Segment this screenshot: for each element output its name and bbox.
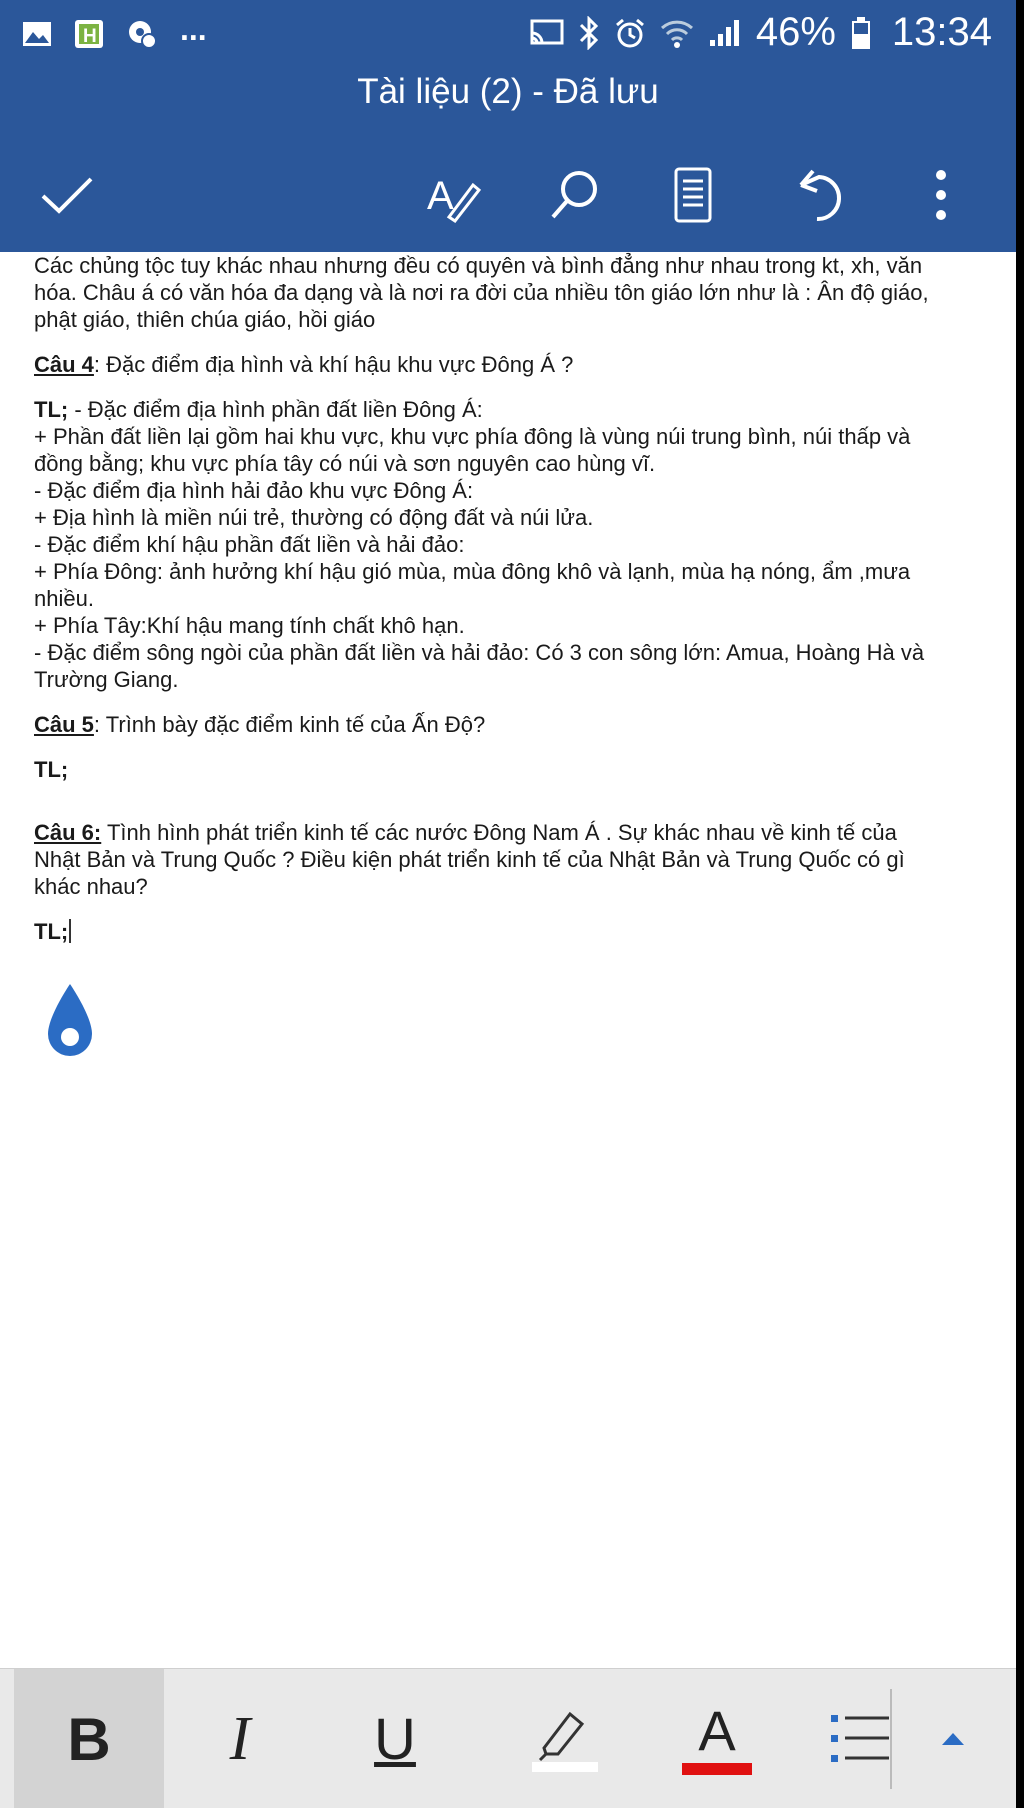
wifi-icon bbox=[660, 18, 694, 48]
status-bar bbox=[0, 0, 1016, 76]
clock: 13:34 bbox=[891, 10, 992, 54]
question-label: Câu 6: bbox=[34, 820, 102, 845]
answer-label: TL; bbox=[34, 757, 69, 782]
cast-icon bbox=[530, 19, 564, 47]
doc-line: - Đặc điểm sông ngòi của phần đất liền và hải đảo: Có 3 con sông lớn: Amua, Hoàng Hà và bbox=[34, 640, 925, 665]
edit-pen-button[interactable] bbox=[418, 160, 488, 230]
reading-view-button[interactable] bbox=[658, 160, 728, 230]
doc-line: + Phần đất liền lại gồm hai khu vực, khu vực phía đông là vùng núi trung bình, núi thấp và bbox=[34, 424, 911, 449]
question-5 bbox=[34, 711, 994, 738]
alarm-icon bbox=[614, 17, 646, 49]
question-label: Câu 4 bbox=[34, 352, 94, 377]
toolbar-divider bbox=[890, 1689, 892, 1789]
question-text: Tình hình phát triển kinh tế các nước Đông Nam Á . Sự khác nhau về kinh tế của bbox=[101, 820, 897, 845]
answer-4 bbox=[34, 396, 994, 423]
doc-line: Các chủng tộc tuy khác nhau nhưng đều có quyên và bình đẳng như nhau trong kt, xh, văn bbox=[34, 253, 923, 278]
highlight-button[interactable] bbox=[510, 1669, 620, 1808]
text-cursor bbox=[69, 919, 71, 943]
notification-icons bbox=[22, 10, 207, 50]
doc-line: Nhật Bản và Trung Quốc ? Điều kiện phát triển kinh tế của Nhật Bản và Trung Quốc có gì bbox=[34, 847, 905, 872]
caret-up-icon bbox=[940, 1731, 966, 1747]
question-4 bbox=[34, 351, 994, 378]
doc-line: + Địa hình là miền núi trẻ, thường có động đất và núi lửa. bbox=[34, 505, 594, 530]
font-color-swatch bbox=[682, 1763, 752, 1775]
battery-icon bbox=[850, 16, 872, 50]
more-options-button[interactable] bbox=[906, 160, 976, 230]
doc-line: hóa. Châu á có văn hóa đa dạng và là nơi ra đời của nhiều tôn giáo lớn như là : Ân độ giáo, bbox=[34, 280, 929, 305]
question-text: : Đặc điểm địa hình và khí hậu khu vực Đông Á ? bbox=[93, 352, 574, 377]
signal-icon bbox=[708, 18, 742, 48]
document-title: Tài liệu (2) - Đã lưu bbox=[357, 72, 659, 111]
battery-percent: 46% bbox=[755, 10, 836, 54]
question-6 bbox=[34, 819, 994, 846]
doc-line: Trường Giang. bbox=[34, 667, 179, 692]
answer-label: TL; bbox=[34, 397, 69, 422]
doc-line: nhiều. bbox=[34, 586, 94, 611]
settings-sync-icon bbox=[126, 18, 158, 50]
question-text: : Trình bày đặc điểm kinh tế của Ấn Độ? bbox=[93, 712, 486, 737]
doc-line: phật giáo, thiên chúa giáo, hồi giáo bbox=[34, 307, 376, 332]
search-icon bbox=[547, 167, 603, 223]
search-button[interactable] bbox=[540, 160, 610, 230]
font-color-button[interactable] bbox=[662, 1669, 772, 1808]
gallery-icon bbox=[22, 21, 52, 47]
question-label: Câu 5 bbox=[34, 712, 94, 737]
answer-5 bbox=[34, 756, 994, 783]
expand-ribbon-button[interactable] bbox=[918, 1669, 988, 1808]
check-icon bbox=[39, 174, 95, 216]
underline-button[interactable]: U bbox=[374, 1706, 416, 1772]
pen-icon bbox=[425, 167, 481, 223]
doc-line: khác nhau? bbox=[34, 874, 148, 899]
highlighter-icon bbox=[530, 1704, 600, 1774]
doc-line: - Đặc điểm địa hình phần đất liền Đông Á: bbox=[68, 397, 483, 422]
doc-line: + Phía Đông: ảnh hưởng khí hậu gió mùa, mùa đông khô và lạnh, mùa hạ nóng, ẩm ,mưa bbox=[34, 559, 911, 584]
bold-button[interactable]: B bbox=[14, 1669, 164, 1808]
undo-icon bbox=[789, 167, 845, 223]
answer-label: TL; bbox=[34, 919, 69, 944]
italic-button[interactable]: I bbox=[229, 1704, 251, 1773]
answer-6 bbox=[34, 918, 994, 945]
doc-line: - Đặc điểm địa hình hải đảo khu vực Đông Á: bbox=[34, 478, 474, 503]
doc-line: - Đặc điểm khí hậu phần đất liền và hải đảo: bbox=[34, 532, 465, 557]
system-status bbox=[530, 10, 992, 55]
doc-line: + Phía Tây:Khí hậu mang tính chất khô hạn. bbox=[34, 613, 465, 638]
bluetooth-icon bbox=[578, 16, 600, 50]
done-button[interactable] bbox=[32, 160, 102, 230]
svg-text:A: A bbox=[427, 174, 454, 218]
doc-line: đồng bằng; khu vực phía tây có núi và sơn nguyên cao hùng vĩ. bbox=[34, 451, 656, 476]
cursor-handle-icon[interactable] bbox=[44, 982, 96, 1064]
app-bar bbox=[0, 0, 1016, 252]
document-body[interactable] bbox=[34, 252, 994, 945]
more-vert-icon bbox=[931, 167, 951, 223]
reading-view-icon bbox=[671, 167, 715, 223]
bullet-list-button[interactable] bbox=[820, 1669, 900, 1808]
font-color-glyph: A bbox=[698, 1699, 736, 1762]
svg-text:H: H bbox=[83, 26, 97, 47]
undo-button[interactable] bbox=[782, 160, 852, 230]
app-h-icon bbox=[74, 19, 104, 49]
format-toolbar bbox=[0, 1668, 1016, 1808]
bullet-list-icon bbox=[829, 1709, 891, 1769]
more-notifications: ... bbox=[180, 10, 207, 47]
